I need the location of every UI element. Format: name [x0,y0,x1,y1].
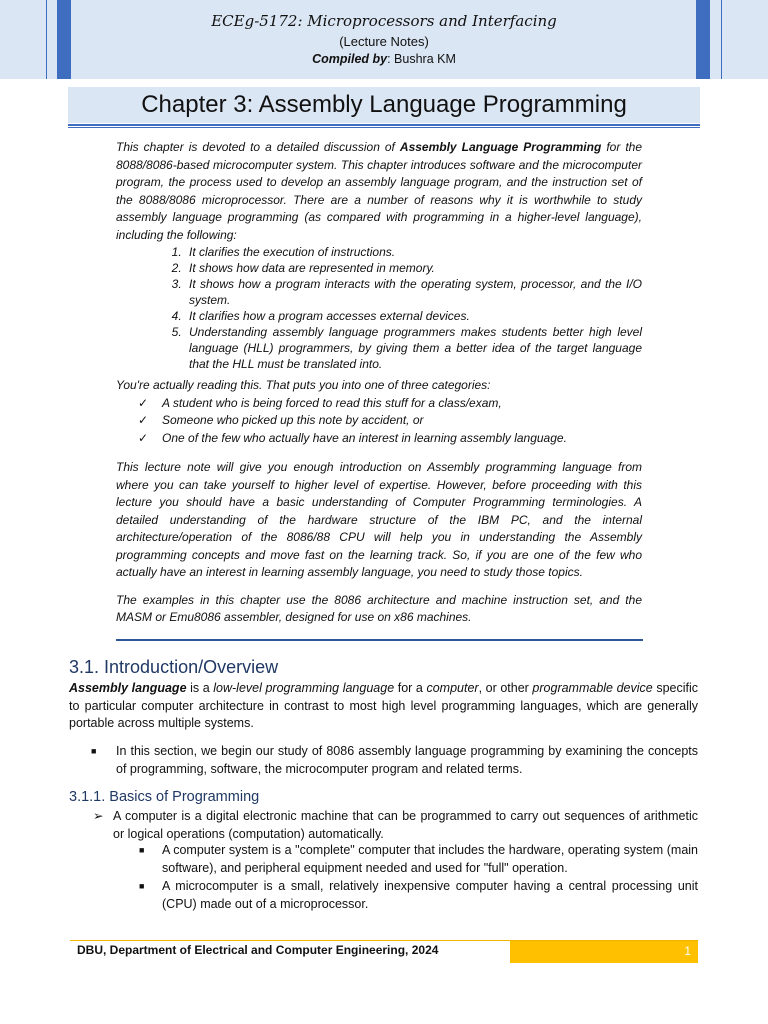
page-header [0,0,768,79]
reason-item: 4. It clarifies how a program accesses external devices. [185,308,642,324]
categories-intro: You're actually reading this. That puts you into one of three categories: [116,378,491,392]
section-bullet: ■ In this section, we begin our study of 8086 assembly language programming by examining the concepts of programming, software, the microcomputer program and related terms. [91,744,698,776]
chapter-intro [116,139,642,627]
category-item: ✓ A student who is being forced to read this stuff for a class/exam, [138,395,642,413]
section-heading: 3.1. Introduction/Overview [69,657,279,677]
compiled-by [0,52,768,66]
check-icon: ✓ [138,430,149,445]
arrow-item: ➢ A computer is a digital electronic machine that can be programmed to carry out sequences of arithmetic or logical operations (computation) automatically. [93,809,698,841]
check-icon: ✓ [138,395,149,410]
chapter-title: Chapter 3: Assembly Language Programming [68,87,700,123]
prerequisites-paragraph: This lecture note will give you enough introduction on Assembly programming language from where you can take yourself to higher level of expertise. However, before proceeding with this lecture you should have a basic understanding of Computer Programming terminologies. A detailed understanding of the hardware structure of the IBM PC, and the internal architecture/operation of the 8086/88 CPU will help you in understanding the Assembly programming concepts and move fast on the learning track. So, if you are one of the few who actually have an interest in learning assembly language, you need to study those topics. [116,460,642,579]
reasons-list [116,244,642,372]
check-icon: ✓ [138,413,149,427]
category-item: ✓ Someone who picked up this note by accident, or [138,412,642,430]
square-bullet-icon: ■ [139,881,145,891]
reason-item: 1. It clarifies the execution of instructions. [185,244,642,260]
subsection-heading: 3.1.1. Basics of Programming [69,789,260,805]
square-bullet-icon: ■ [91,746,97,756]
arrow-bullet-icon: ➢ [93,809,104,823]
title-rule-thick [68,124,700,126]
intro-bold-term: Assembly Language Programming [399,140,602,154]
page-number: 1 [684,944,691,958]
reason-item: 2. It shows how data are represented in memory. [185,260,642,276]
compiled-by-label: Compiled by [312,52,388,66]
page-number-box [510,941,698,963]
footer-text: DBU, Department of Electrical and Computer Engineering, 2024 [77,943,439,957]
lecture-notes-label: (Lecture Notes) [339,34,429,49]
category-item: ✓ One of the few who actually have an interest in learning assembly language. [138,430,642,448]
compiled-by-name: : Bushra KM [387,52,456,66]
sub-bullet-item: ■ A microcomputer is a small, relatively inexpensive computer having a central processing unit (CPU) made out of a microprocessor. [139,879,698,911]
course-title: ECEg-5172: Microprocessors and Interfacing [211,12,557,30]
categories-list [116,395,642,448]
examples-paragraph: The examples in this chapter use the 8086 architecture and machine instruction set, and the MASM or Emu8086 assembler, designed for use on x86 machines. [116,592,642,624]
sub-bullet-item: ■ A computer system is a "complete" computer that includes the hardware, operating system (main software), and peripheral equipment needed and used for "full" operation. [139,843,698,875]
intro-paragraph: This chapter is devoted to a detailed discussion of Assembly Language Programming for the 8088/8086-based microcomputer system. This chapter introduces software and the microcomputer program, the process used to develop an assembly language program, and the instruction set of the 8088/8086 microprocessor. There are a number of reasons why it is worthwhile to study assembly language programming (as compared with programming in a higher-level language), including the following: [116,140,643,242]
reason-item: 3. It shows how a program interacts with the operating system, processor, and the I/O system. [185,276,642,308]
definition-term: Assembly language [69,681,187,695]
square-bullet-icon: ■ [139,845,145,855]
reason-item: 5. Understanding assembly language programmers makes students better high level language (HLL) programmers, by giving them a better idea of the target language that the HLL must be translated into. [185,324,642,372]
title-rule-thin [68,127,700,128]
definition-paragraph: Assembly language is a low-level programming language for a computer, or other programmable device specific to particular computer architecture in contrast to most high level programming languages, which are generally portable across multiple systems. [69,681,699,730]
intro-rule [116,639,643,641]
